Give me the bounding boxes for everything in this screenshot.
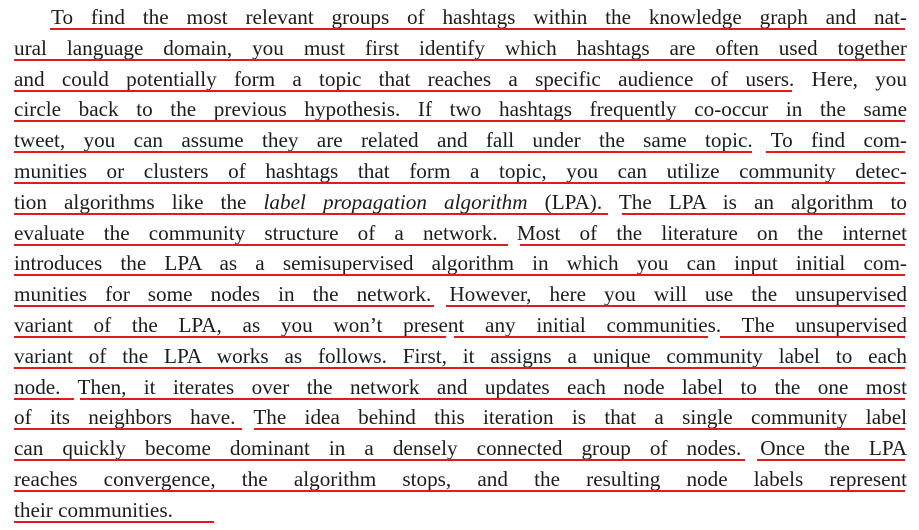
red-underline-mark	[14, 120, 905, 122]
text-segment: (LPA). The LPA is an algorithm to	[527, 189, 907, 214]
text-segment: can quickly become dominant in a densely connected group of nodes. Once the LPA	[14, 436, 907, 461]
italic-term: label propagation algorithm	[263, 189, 528, 214]
red-underline-mark	[14, 151, 752, 153]
red-underline-mark	[454, 336, 708, 338]
text-segment: ural language domain, you must first identify which hashtags are often used together	[14, 35, 907, 60]
text-segment: variant of the LPA, as you won’t present any initial communities. The unsupervised	[14, 313, 907, 337]
red-underline-mark	[80, 398, 905, 400]
text-segment: evaluate the community structure of a network. Most of the literature on the internet	[14, 220, 907, 245]
red-underline-mark	[766, 151, 905, 153]
text-segment: introduces the LPA as a semisupervised algorithm in which you can input initial com-	[14, 251, 907, 276]
text-segment: munities or clusters of hashtags that form a topic, you can utilize community detec-	[14, 159, 907, 183]
red-underline-mark	[14, 213, 608, 215]
text-segment: and could potentially form a topic that reaches a specific audience of users. Here, you	[14, 66, 907, 91]
text-segment: node. Then, it iterates over the network and updates each node label to the one most	[14, 374, 907, 399]
text-segment: circle back to the previous hypothesis. If two hashtags frequently co-occur in the same	[14, 97, 907, 122]
red-underline-mark	[520, 244, 905, 246]
text-segment: reaches convergence, the algorithm stops, and the resulting node labels represent	[14, 467, 907, 491]
red-underline-mark	[720, 336, 905, 338]
red-underline-mark	[14, 90, 792, 92]
red-underline-mark	[757, 459, 905, 461]
text-segment: tweet, you can assume they are related and fall under the same topic. To find com-	[14, 128, 907, 153]
red-underline-mark	[254, 428, 905, 430]
text-segment: To find the most relevant groups of hashtags within the knowledge graph and nat-	[51, 5, 907, 29]
red-underline-mark	[14, 305, 434, 307]
red-underline-mark	[50, 28, 905, 30]
red-underline-mark	[14, 428, 242, 430]
red-underline-mark	[446, 305, 905, 307]
red-underline-mark	[14, 521, 214, 523]
red-underline-mark	[14, 398, 74, 400]
text-segment: tion algorithms like the	[14, 189, 264, 214]
red-underline-mark	[14, 274, 905, 276]
red-underline-mark	[14, 336, 446, 338]
red-underline-mark	[14, 459, 745, 461]
text-segment: of its neighbors have. The idea behind this iteration is that a single community label	[14, 405, 907, 430]
red-underline-mark	[14, 490, 905, 492]
red-underline-mark	[14, 367, 905, 369]
red-underline-mark	[14, 182, 905, 184]
red-underline-mark	[622, 213, 905, 215]
text-segment: their communities.	[14, 497, 173, 522]
text-segment: munities for some nodes in the network. However, here you will use the unsupervised	[14, 282, 907, 307]
text-segment: variant of the LPA works as follows. First, it assigns a unique community label to each	[14, 343, 907, 368]
red-underline-mark	[14, 59, 905, 61]
red-underline-mark	[14, 244, 508, 246]
